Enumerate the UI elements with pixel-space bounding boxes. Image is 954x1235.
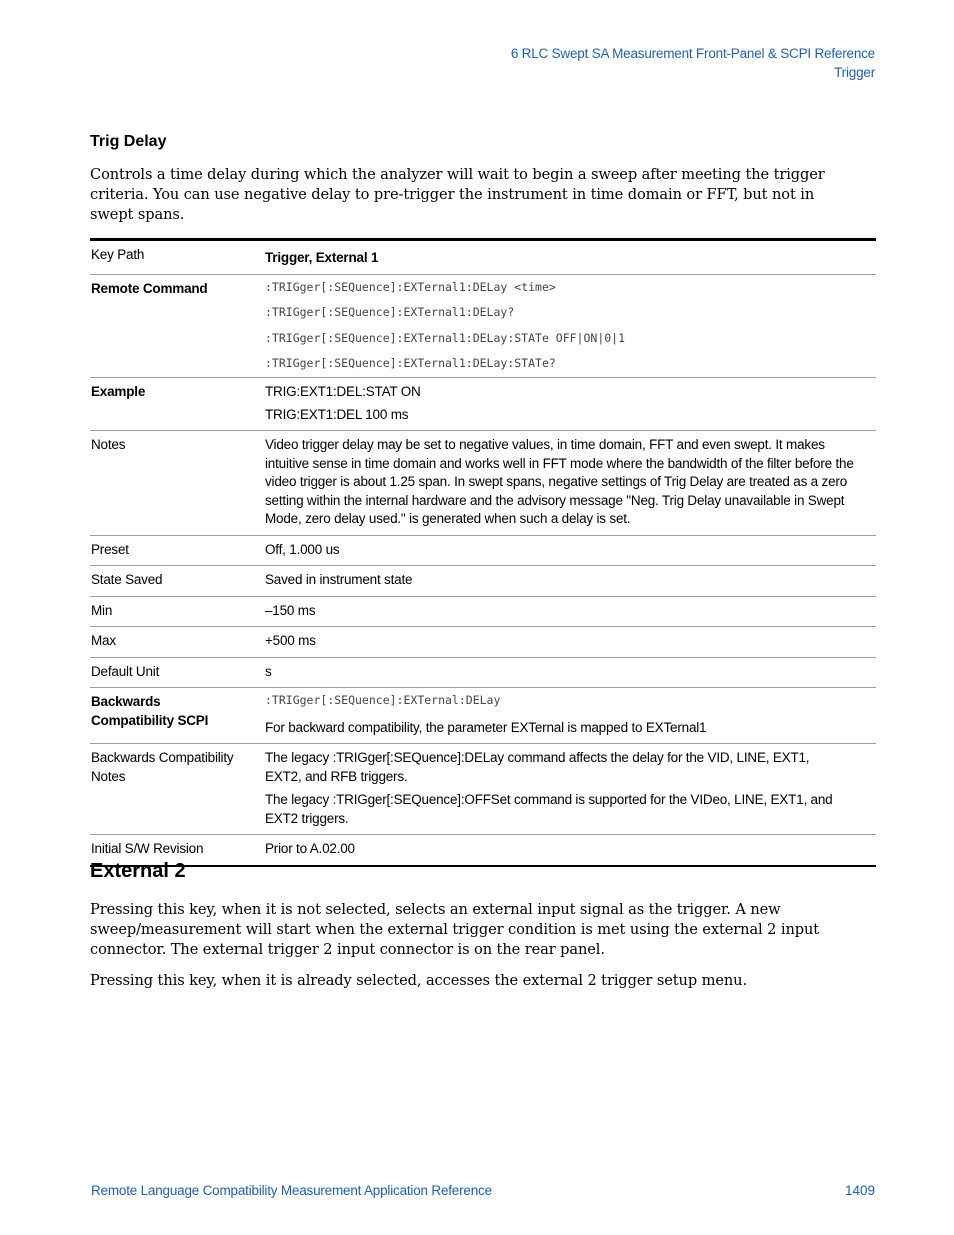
table-row-max: [90, 626, 876, 657]
table-row-revision: [90, 834, 876, 865]
min-value: –150 ms: [265, 602, 316, 618]
backwards-scpi-label-line: Backwards: [91, 694, 161, 709]
example-values: [265, 378, 876, 431]
max-label: Max: [91, 633, 116, 648]
remote-command-line: :TRIGger[:SEQuence]:EXTernal1:DELay <time>: [265, 279, 556, 294]
table-row-backwards-scpi: [90, 687, 876, 743]
backwards-scpi-label: [90, 688, 265, 743]
state-saved-value: Saved in instrument state: [265, 572, 413, 587]
running-header: [511, 44, 875, 82]
max-value: +500 ms: [265, 633, 316, 648]
table-row-state-saved: [90, 565, 876, 596]
footer-title: Remote Language Compatibility Measurement Application Reference: [91, 1183, 492, 1198]
default-unit-label: Default Unit: [91, 663, 160, 679]
table-row-key-path: [90, 241, 876, 274]
table-row-default-unit: [90, 657, 876, 688]
state-saved-label: State Saved: [91, 572, 163, 587]
table-row-remote-command: [90, 274, 876, 377]
trig-delay-heading: Trig Delay: [90, 133, 167, 150]
table-row-example: [90, 377, 876, 431]
external-2-heading: External 2: [90, 860, 186, 882]
trig-delay-intro: Controls a time delay during which the analyzer will wait to begin a sweep after meeting the trigger criteria. You can use negative delay to pre-trigger the instrument in time domain or FFT, but not in swept spans.: [90, 166, 825, 223]
external-2-para-1: Pressing this key, when it is not selected, selects an external input signal as the trigger. A new sweep/measurement will start when the external trigger condition is met using the external 2 input connector. The external trigger 2 input connector is on the rear panel.: [90, 901, 820, 958]
default-unit-value: s: [265, 663, 272, 679]
preset-value: Off, 1.000 us: [265, 541, 340, 557]
remote-command-line: :TRIGger[:SEQuence]:EXTernal1:DELay:STATe OFF|ON|0|1: [265, 330, 626, 345]
header-chapter: 6 RLC Swept SA Measurement Front-Panel & SCPI Reference: [510, 46, 875, 61]
table-row-notes: [90, 430, 876, 535]
notes-label: Notes: [91, 437, 126, 452]
remote-command-line: :TRIGger[:SEQuence]:EXTernal1:DELay:STATe?: [265, 356, 556, 370]
remote-command-label: Remote Command: [91, 280, 208, 296]
command-table: [90, 238, 876, 867]
key-path-label: Key Path: [91, 247, 145, 262]
backwards-scpi-command: :TRIGger[:SEQuence]:EXTernal:DELay: [265, 693, 501, 707]
remote-command-values: [265, 275, 876, 377]
backwards-notes-label: Backwards Compatibility Notes: [91, 750, 234, 784]
table-row-backwards-notes: [90, 743, 876, 834]
revision-value: Prior to A.02.00: [265, 841, 355, 856]
backwards-notes-line: The legacy :TRIGger[:SEQuence]:OFFSet command is supported for the VIDeo, LINE, EXT1, and EXT2 triggers.: [265, 792, 833, 826]
header-section: Trigger: [834, 65, 875, 80]
key-path-value: Trigger, External 1: [265, 250, 379, 265]
remote-command-line: :TRIGger[:SEQuence]:EXTernal1:DELay?: [265, 305, 515, 319]
example-label: Example: [91, 383, 146, 399]
table-row-min: [90, 596, 876, 627]
backwards-scpi-values: [265, 688, 876, 743]
min-label: Min: [91, 602, 113, 618]
example-line: TRIG:EXT1:DEL 100 ms: [265, 406, 409, 422]
external-2-para-2: Pressing this key, when it is already selected, accesses the external 2 trigger setup menu.: [90, 972, 748, 989]
preset-label: Preset: [91, 541, 129, 557]
page-number: 1409: [844, 1183, 875, 1198]
example-line: TRIG:EXT1:DEL:STAT ON: [265, 383, 421, 399]
revision-label: Initial S/W Revision: [91, 841, 204, 856]
table-row-preset: [90, 535, 876, 566]
backwards-notes-values: [265, 744, 876, 834]
backwards-scpi-label-line: Compatibility SCPI: [91, 712, 209, 728]
backwards-notes-line: The legacy :TRIGger[:SEQuence]:DELay command affects the delay for the VID, LINE, EXT1, EXT2, and RFB triggers.: [265, 750, 810, 784]
notes-text: Video trigger delay may be set to negative values, in time domain, FFT and even swept. It makes intuitive sense in time domain and works well in FFT mode where the bandwidth of the filter before the video trigger is about 1.25 span. In swept spans, negative settings of Trig Delay are treated as a zero setting within the internal hardware and the advisory message "Neg. Trig Delay unavailable in Swept Mode, zero delay used." is generated when such a delay is set.: [265, 437, 854, 526]
backwards-scpi-text: For backward compatibility, the parameter EXTernal is mapped to EXTernal1: [265, 719, 707, 735]
